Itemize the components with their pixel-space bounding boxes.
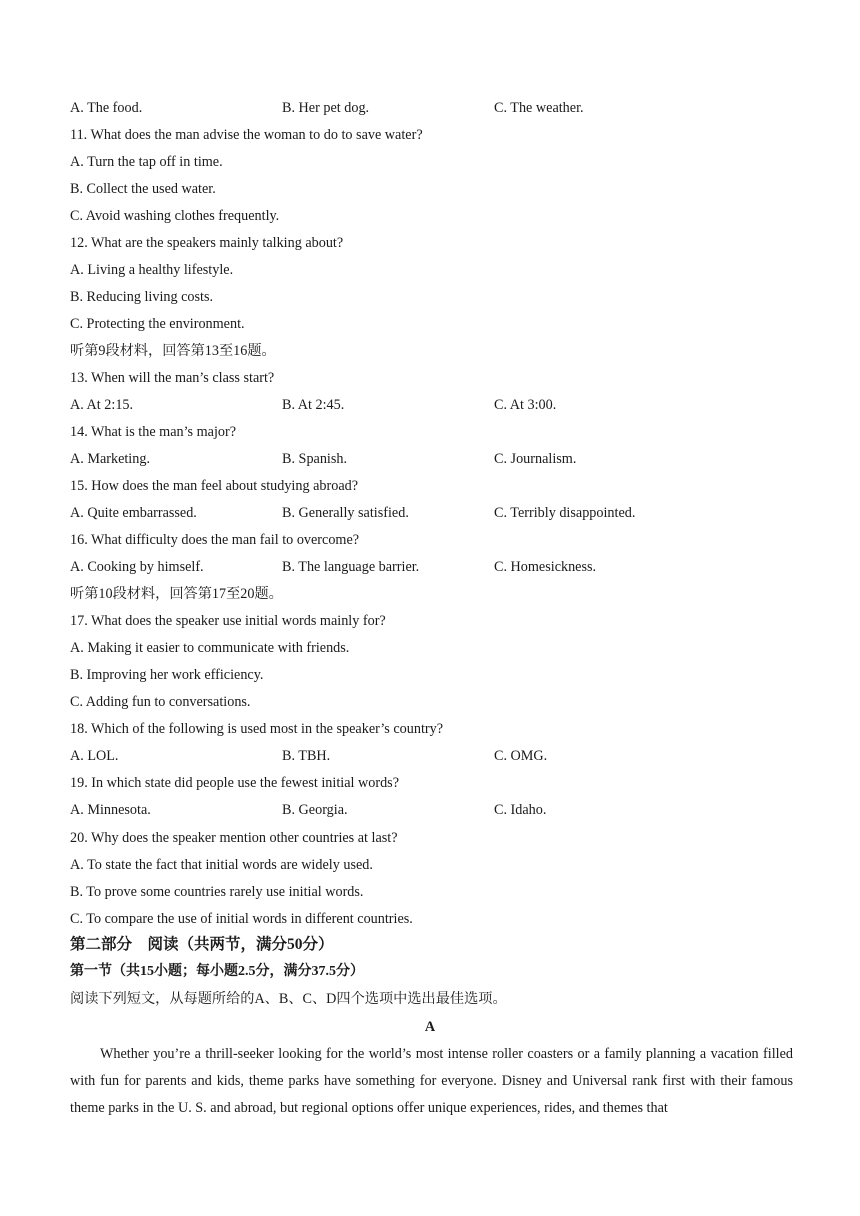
q17-option-c: C. Adding fun to conversations. <box>70 694 251 710</box>
q12-option-c: C. Protecting the environment. <box>70 316 245 332</box>
q19-option-b: B. Georgia. <box>282 802 348 818</box>
q14-option-b: B. Spanish. <box>282 451 348 467</box>
q15-option-b: B. Generally satisfied. <box>282 505 409 521</box>
q12-option-b: B. Reducing living costs. <box>70 289 214 305</box>
q18-option-a: A. LOL. <box>70 748 119 764</box>
q15-question: 15. How does the man feel about studying abroad? <box>70 478 359 494</box>
part2-section1-heading: 第一节（共15小题；每小题2.5分，满分37.5分） <box>70 964 364 979</box>
q14-option-c: C. Journalism. <box>494 451 577 467</box>
q18-options <box>70 746 790 766</box>
q10-options <box>70 98 790 118</box>
q13-question: 13. When will the man’s class start? <box>70 370 275 386</box>
q16-question: 16. What difficulty does the man fail to overcome? <box>70 532 360 548</box>
q19-option-a: A. Minnesota. <box>70 802 151 818</box>
section-10-instruction: 听第10段材料，回答第17至20题。 <box>70 586 283 602</box>
q12-question: 12. What are the speakers mainly talking about? <box>70 235 344 251</box>
q11-option-c: C. Avoid washing clothes frequently. <box>70 208 280 224</box>
q16-options <box>70 557 790 577</box>
q18-question: 18. Which of the following is used most in the speaker’s country? <box>70 721 444 737</box>
q10-option-c: C. The weather. <box>494 100 584 116</box>
q16-option-b: B. The language barrier. <box>282 559 420 575</box>
q14-question: 14. What is the man’s major? <box>70 424 237 440</box>
section-9-instruction: 听第9段材料，回答第13至16题。 <box>70 343 276 359</box>
q19-options <box>70 800 790 820</box>
q16-option-c: C. Homesickness. <box>494 559 597 575</box>
q18-option-c: C. OMG. <box>494 748 548 764</box>
passage-label: A <box>424 1019 436 1035</box>
q17-option-a: A. Making it easier to communicate with friends. <box>70 640 350 656</box>
q13-option-c: C. At 3:00. <box>494 397 557 413</box>
q13-option-a: A. At 2:15. <box>70 397 134 413</box>
q13-option-b: B. At 2:45. <box>282 397 345 413</box>
q10-option-a: A. The food. <box>70 100 143 116</box>
part2-instruction: 阅读下列短文，从每题所给的A、B、C、D四个选项中选出最佳选项。 <box>70 991 507 1007</box>
q10-option-b: B. Her pet dog. <box>282 100 370 116</box>
q15-option-c: C. Terribly disappointed. <box>494 505 636 521</box>
q11-option-a: A. Turn the tap off in time. <box>70 154 223 170</box>
q20-option-c: C. To compare the use of initial words in different countries. <box>70 911 413 927</box>
q14-options <box>70 449 790 469</box>
q15-option-a: A. Quite embarrassed. <box>70 505 197 521</box>
q11-option-b: B. Collect the used water. <box>70 181 216 197</box>
q13-options <box>70 395 790 415</box>
part2-title: 第二部分 阅读（共两节，满分50分） <box>70 936 334 953</box>
passage-paragraph: Whether you’re a thrill-seeker looking for the world’s most intense roller coasters or a family planning a vacation filled with fun for parents and kids, theme parks have something for everyone. Disney and Universal rank first with their famous theme parks in the U. S. and abroad, but regional options offer unique experiences, rides, and themes that <box>70 1046 793 1116</box>
q18-option-b: B. TBH. <box>282 748 331 764</box>
q17-option-b: B. Improving her work efficiency. <box>70 667 264 683</box>
q20-option-b: B. To prove some countries rarely use initial words. <box>70 884 364 900</box>
q19-question: 19. In which state did people use the fewest initial words? <box>70 775 399 791</box>
q11-question: 11. What does the man advise the woman to do to save water? <box>70 127 423 143</box>
q14-option-a: A. Marketing. <box>70 451 150 467</box>
q20-option-a: A. To state the fact that initial words are widely used. <box>70 857 373 873</box>
q19-option-c: C. Idaho. <box>494 802 547 818</box>
q12-option-a: A. Living a healthy lifestyle. <box>70 262 234 278</box>
q20-question: 20. Why does the speaker mention other countries at last? <box>70 830 398 846</box>
q16-option-a: A. Cooking by himself. <box>70 559 204 575</box>
q17-question: 17. What does the speaker use initial words mainly for? <box>70 613 386 629</box>
q15-options <box>70 503 790 523</box>
